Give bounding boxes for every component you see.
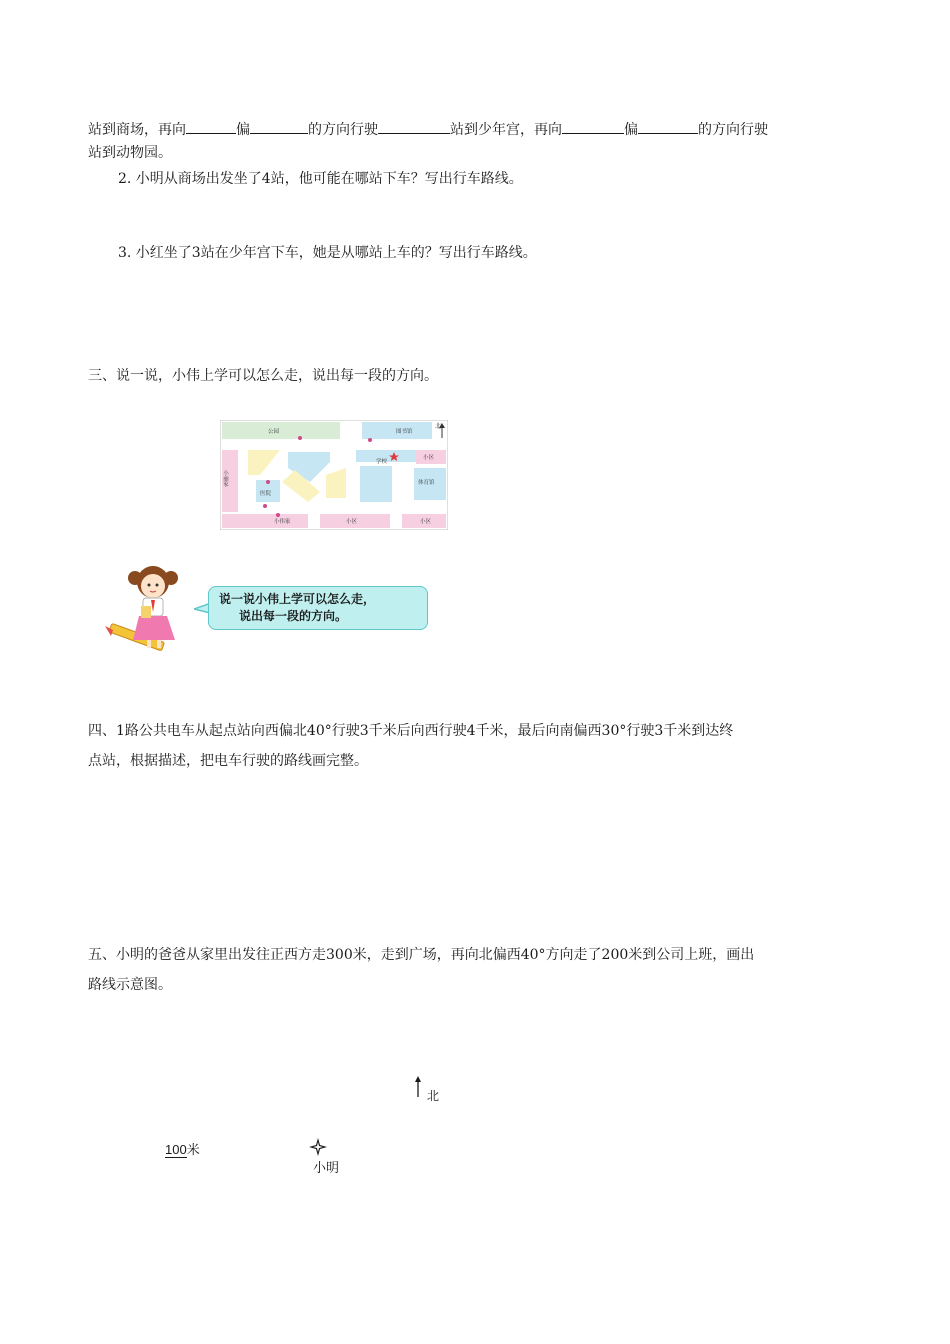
- girl-illustration: [105, 560, 197, 652]
- part2-line2: 站到动物园。: [88, 145, 172, 161]
- map-label-community-bottom-mid: 小区: [346, 519, 358, 525]
- map-label-community-top: 小区: [423, 455, 435, 461]
- map-label-library: 图书馆: [396, 429, 413, 435]
- speech-bubble: [208, 586, 428, 630]
- compass-star-icon: [309, 1138, 327, 1156]
- text-segment: 的方向行驶: [308, 122, 378, 138]
- text-segment: 的方向行驶: [698, 122, 768, 138]
- bubble-text-line1: 说一说小伟上学可以怎么走，: [219, 592, 376, 606]
- part5-line2: 路线示意图。: [88, 977, 172, 993]
- map-label-gym: 体育馆: [418, 480, 435, 486]
- map-label-community-bottom-right: 小区: [420, 519, 432, 525]
- answer-blank[interactable]: [250, 119, 308, 134]
- text-segment: 偏: [624, 122, 638, 138]
- scale-value: 100: [165, 1142, 187, 1157]
- part3-title: 三、说一说，小伟上学可以怎么走，说出每一段的方向。: [88, 368, 438, 384]
- answer-blank[interactable]: [562, 119, 624, 134]
- scale-unit: 米: [186, 1142, 200, 1157]
- text-segment: 站到商场，再向: [88, 122, 186, 138]
- question-2: 2. 小明从商场出发坐了4站，他可能在哪站下车？写出行车路线。: [118, 171, 523, 187]
- map-label-xiaowei-home: 小伟家: [274, 519, 291, 525]
- part2-fill-line: [88, 119, 768, 140]
- text-segment: 站到少年宫，再向: [450, 122, 562, 138]
- north-label: 北: [427, 1089, 440, 1103]
- answer-blank[interactable]: [378, 119, 450, 134]
- map-label-park: 公园: [268, 429, 280, 435]
- map-label-hospital: 医院: [260, 491, 272, 497]
- scale-bar: [165, 1139, 200, 1158]
- north-arrow-icon: [412, 1076, 428, 1098]
- answer-blank[interactable]: [638, 119, 698, 134]
- map-label-school: 学校: [376, 459, 388, 465]
- part4-line1: 四、1路公共电车从起点站向西偏北40°行驶3千米后向西行驶4千米，最后向南偏西30°行驶3千米到达终: [88, 723, 734, 739]
- part4-line2: 点站，根据描述，把电车行驶的路线画完整。: [88, 753, 368, 769]
- map-north-label: 北: [435, 423, 442, 430]
- route-map: [220, 420, 448, 530]
- question-3: 3. 小红坐了3站在少年宫下车，她是从哪站上车的？写出行车路线。: [118, 245, 537, 261]
- map-label-xiaoli-home: 小丽家: [222, 470, 228, 487]
- part5-line1: 五、小明的爸爸从家里出发往正西方走300米，走到广场，再向北偏西40°方向走了200米到公司上班，画出: [88, 947, 755, 963]
- text-segment: 偏: [236, 122, 250, 138]
- xiaoming-label: 小明: [313, 1161, 340, 1176]
- bubble-text-line2: 说出每一段的方向。: [239, 609, 348, 623]
- answer-blank[interactable]: [186, 119, 236, 134]
